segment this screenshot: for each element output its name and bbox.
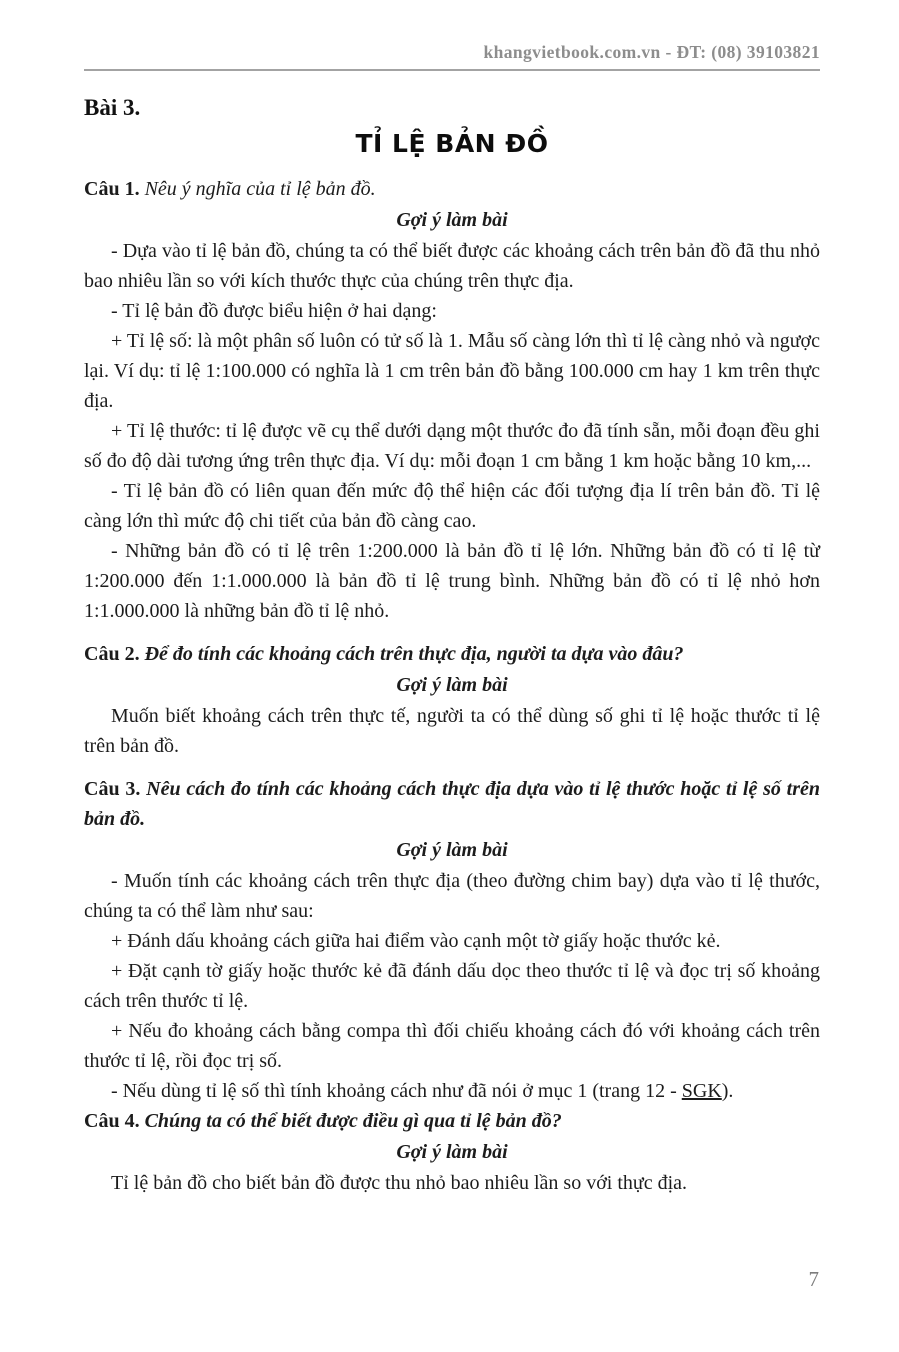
answer-paragraph: - Tỉ lệ bản đồ được biểu hiện ở hai dạng: xyxy=(111,300,437,322)
question-label: Câu 4. xyxy=(84,1110,140,1132)
question-section-4 xyxy=(84,1106,820,1198)
question-section-3 xyxy=(84,774,820,1106)
answer-paragraph: + Đánh dấu khoảng cách giữa hai điểm vào cạnh một tờ giấy hoặc thước kẻ. xyxy=(111,930,721,952)
question-line xyxy=(84,774,820,834)
question-text: Nêu cách đo tính các khoảng cách thực địa dựa vào tỉ lệ thước hoặc tỉ lệ số trên bản đồ. xyxy=(84,778,821,830)
answer-paragraph: Tỉ lệ bản đồ cho biết bản đồ được thu nhỏ bao nhiêu lần so với thực địa. xyxy=(111,1172,688,1194)
question-text: Để đo tính các khoảng cách trên thực địa, người ta dựa vào đâu? xyxy=(144,643,684,665)
answer-paragraph: + Tỉ lệ số: là một phân số luôn có tử số là 1. Mẫu số càng lớn thì tỉ lệ càng nhỏ và ngược lại. Ví dụ: tỉ lệ 1:100.000 có nghĩa là 1 cm trên bản đồ bằng 100.000 cm hay 1 km trên thực địa. xyxy=(84,330,820,412)
question-label: Câu 2. xyxy=(84,643,140,665)
answer-paragraph: + Tỉ lệ thước: tỉ lệ được vẽ cụ thể dưới dạng một thước đo đã tính sẵn, mỗi đoạn đều ghi số đo độ dài tương ứng trên thực địa. Ví dụ: mỗi đoạn 1 cm bằng 1 km hoặc bằng 10 km,... xyxy=(84,420,820,472)
lesson-title: TỈ LỆ BẢN ĐỒ xyxy=(355,129,549,158)
paragraph-text: ). xyxy=(721,1080,734,1102)
answer-paragraph: - Tỉ lệ bản đồ có liên quan đến mức độ thể hiện các đối tượng địa lí trên bản đồ. Tỉ lệ càng lớn thì mức độ chi tiết của bản đồ càng cao. xyxy=(84,480,820,532)
question-section-1 xyxy=(84,174,820,626)
answer-paragraph: - Muốn tính các khoảng cách trên thực địa (theo đường chim bay) dựa vào tỉ lệ thước, chúng ta có thể làm như sau: xyxy=(84,870,820,922)
question-label: Câu 1. xyxy=(84,178,140,200)
paragraph-text: - Nếu dùng tỉ lệ số thì tính khoảng cách như đã nói ở mục 1 (trang 12 - xyxy=(111,1080,682,1102)
sgk-underlined-text: SGK xyxy=(681,1080,722,1102)
question-section-2 xyxy=(84,639,820,761)
page-number: 7 xyxy=(808,1267,819,1291)
answer-paragraph: + Nếu đo khoảng cách bằng compa thì đối chiếu khoảng cách đó với khoảng cách trên thước tỉ lệ, rồi đọc trị số. xyxy=(84,1020,820,1072)
hint-heading: Gợi ý làm bài xyxy=(396,209,508,231)
hint-heading: Gợi ý làm bài xyxy=(396,839,508,861)
question-text: Chúng ta có thể biết được điều gì qua tỉ lệ bản đồ? xyxy=(144,1110,562,1132)
answer-paragraph: - Dựa vào tỉ lệ bản đồ, chúng ta có thể biết được các khoảng cách trên bản đồ đã thu nhỏ bao nhiêu lần so với kích thước thực của chúng trên thực địa. xyxy=(84,240,820,292)
question-line xyxy=(84,174,820,204)
answer-paragraph: - Những bản đồ có tỉ lệ trên 1:200.000 là bản đồ tỉ lệ lớn. Những bản đồ có tỉ lệ từ 1:200.000 đến 1:1.000.000 là bản đồ tỉ lệ trung bình. Những bản đồ có tỉ lệ nhỏ hơn 1:1.000.000 là những bản đồ tỉ lệ nhỏ. xyxy=(84,540,820,622)
answer-paragraph: Muốn biết khoảng cách trên thực tế, người ta có thể dùng số ghi tỉ lệ hoặc thước tỉ lệ trên bản đồ. xyxy=(84,705,820,757)
question-line xyxy=(84,1106,820,1136)
answer-paragraph xyxy=(84,1076,820,1106)
page-content xyxy=(84,95,820,1198)
question-text: Nêu ý nghĩa của tỉ lệ bản đồ. xyxy=(144,178,376,200)
question-label: Câu 3. xyxy=(84,778,141,800)
page-header xyxy=(84,42,820,71)
hint-heading: Gợi ý làm bài xyxy=(396,674,508,696)
hint-heading: Gợi ý làm bài xyxy=(396,1141,508,1163)
answer-paragraph: + Đặt cạnh tờ giấy hoặc thước kẻ đã đánh dấu dọc theo thước tỉ lệ và đọc trị số khoảng cách trên thước tỉ lệ. xyxy=(84,960,820,1012)
lesson-label: Bài 3. xyxy=(84,95,141,120)
question-line xyxy=(84,639,820,669)
site-info: khangvietbook.com.vn - ĐT: (08) 39103821 xyxy=(483,42,820,62)
